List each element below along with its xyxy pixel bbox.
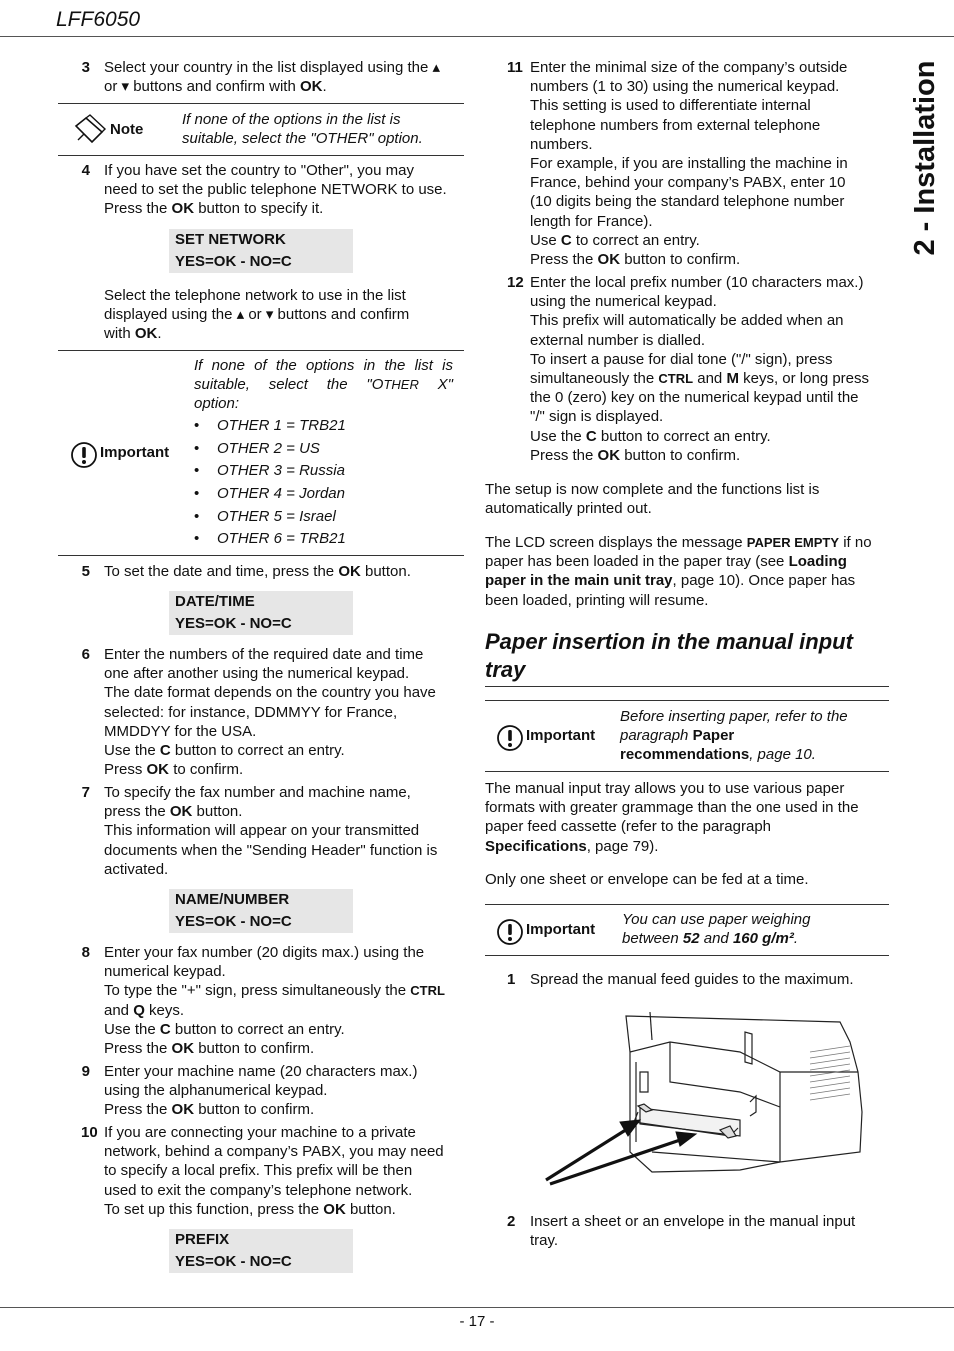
step-5-text: To set the date and time, press the OK button. xyxy=(104,563,411,580)
step-number: 8 xyxy=(81,944,90,961)
list-item: • OTHER 5 = Israel xyxy=(194,507,336,525)
important-label: Important xyxy=(526,727,596,744)
note-label: Note xyxy=(110,121,144,138)
lcd-display: NAME/NUMBER YES=OK - NO=C xyxy=(169,889,353,933)
step-8-text: Enter your fax number (20 digits max.) using the numerical keypad. To type the "+" sign, press simultaneously the CTRL and Q keys. Use the C button to correct an entry. Press the OK button to confirm. xyxy=(104,944,445,1058)
paragraph: The LCD screen displays the message PAPER EMPTY if no paper has been loaded in the paper tray (see Loading paper in the main unit tray, page 10). Once paper has been loaded, printing will resume. xyxy=(485,534,872,609)
document-title: LFF6050 xyxy=(56,8,141,31)
step-number: 11 xyxy=(507,59,523,76)
step-10-text: If you are connecting your machine to a private network, behind a company’s PABX, you may need to specify a local prefix. This prefix will be then used to exit the company’s telephone network. To set up this function, press the OK button. xyxy=(104,1124,444,1218)
step-number: 7 xyxy=(81,784,90,801)
step-4b-text: Select the telephone network to use in the list displayed using the ▴ or ▾ buttons and confirm with OK. xyxy=(104,287,410,343)
header-rule xyxy=(0,36,954,37)
important-label: Important xyxy=(526,921,596,938)
list-item: • OTHER 1 = TRB21 xyxy=(194,417,346,434)
printer-manual-tray-illustration xyxy=(540,1012,870,1187)
down-arrow-icon: ▾ xyxy=(121,78,130,96)
up-arrow-icon: ▴ xyxy=(236,306,245,324)
important-icon xyxy=(496,918,524,946)
chapter-title: 2 - Installation xyxy=(909,60,941,256)
step-7-text: To specify the fax number and machine name, press the OK button. This information will appear on your transmitted documents when the "Sending Header" function is activated. xyxy=(104,784,438,878)
step-number: 5 xyxy=(81,563,90,580)
page-number: - 17 - xyxy=(459,1313,495,1330)
step-number: 2 xyxy=(507,1213,516,1230)
paragraph: Only one sheet or envelope can be fed at a time. xyxy=(485,871,809,888)
down-arrow-icon: ▾ xyxy=(265,306,274,324)
lcd-display: PREFIX YES=OK - NO=C xyxy=(169,1229,353,1273)
step-r1-text: Spread the manual feed guides to the maximum. xyxy=(530,971,854,988)
paragraph: The setup is now complete and the functions list is automatically printed out. xyxy=(485,481,820,518)
section-heading: Paper insertion in the manual input tray xyxy=(485,629,853,682)
step-3-text: Select your country in the list displayed using the ▴ or ▾ buttons and confirm with OK. xyxy=(104,59,441,96)
important-text: You can use paper weighing between 52 and 160 g/m². xyxy=(622,911,811,948)
list-item: • OTHER 6 = TRB21 xyxy=(194,530,346,548)
important-icon xyxy=(496,724,524,752)
step-9-text: Enter your machine name (20 characters max.) using the alphanumerical keypad. Press the OK button to confirm. xyxy=(104,1063,418,1119)
note-pencil-icon xyxy=(72,114,108,146)
important-text: If none of the options in the list is suitable, select the "OTHER X" option: xyxy=(194,357,454,413)
step-r2-text: Insert a sheet or an envelope in the manual input tray. xyxy=(530,1213,856,1250)
list-item: • OTHER 3 = Russia xyxy=(194,462,345,480)
note-text: If none of the options in the list is suitable, select the "OTHER" option. xyxy=(182,111,423,148)
step-number: 1 xyxy=(507,971,516,988)
step-11-text: Enter the minimal size of the company’s outside numbers (1 to 30) using the numerical keypad. This setting is used to differentiate internal telephone numbers from external telephone numbers. For example, if you are installing the machine in France, behind your company’s PABX, enter 10 (10 digits being the standard telephone number length for France). Use C to correct an entry. Press the OK button to confirm. xyxy=(530,59,848,269)
step-12-text: Enter the local prefix number (10 characters max.) using the numerical keypad. This prefix will automatically be added when an external number is dialled. To insert a pause for dial tone ("/" sign), press simultaneously the CTRL and M keys, or long press the 0 (zero) key on the numerical keypad until the "/" sign is displayed. Use the C button to correct an entry. Press the OK button to confirm. xyxy=(530,274,870,464)
step-6-text: Enter the numbers of the required date and time one after another using the numerical keypad. The date format depends on the country you have selected: for instance, DDMMYY for France, MMDDYY for the USA. Use the C button to correct an entry. Press OK to confirm. xyxy=(104,646,436,779)
step-number: 6 xyxy=(81,646,90,663)
list-item: • OTHER 2 = US xyxy=(194,439,320,457)
important-text: Before inserting paper, refer to the paragraph Paper recommendations, page 10. xyxy=(620,708,848,764)
step-4-text: If you have set the country to "Other", you may need to set the public telephone NETWORK to use. Press the OK button to specify it. xyxy=(104,162,447,218)
up-arrow-icon: ▴ xyxy=(432,59,441,76)
paragraph: The manual input tray allows you to use various paper formats with greater grammage than the one used in the paper feed cassette (refer to the paragraph Specifications, page 79). xyxy=(485,780,859,855)
lcd-display: SET NETWORK YES=OK - NO=C xyxy=(169,229,353,273)
step-number: 10 xyxy=(81,1124,98,1141)
step-number: 4 xyxy=(81,162,90,179)
step-number: 9 xyxy=(81,1063,90,1080)
lcd-display: DATE/TIME YES=OK - NO=C xyxy=(169,591,353,635)
important-label: Important xyxy=(100,444,170,461)
other-options-list xyxy=(194,416,454,552)
list-item: • OTHER 4 = Jordan xyxy=(194,485,345,503)
important-icon xyxy=(70,441,98,469)
step-number: 12 xyxy=(507,274,524,291)
footer-rule xyxy=(0,1307,954,1308)
chapter-tab xyxy=(905,60,945,260)
step-number: 3 xyxy=(81,59,90,76)
